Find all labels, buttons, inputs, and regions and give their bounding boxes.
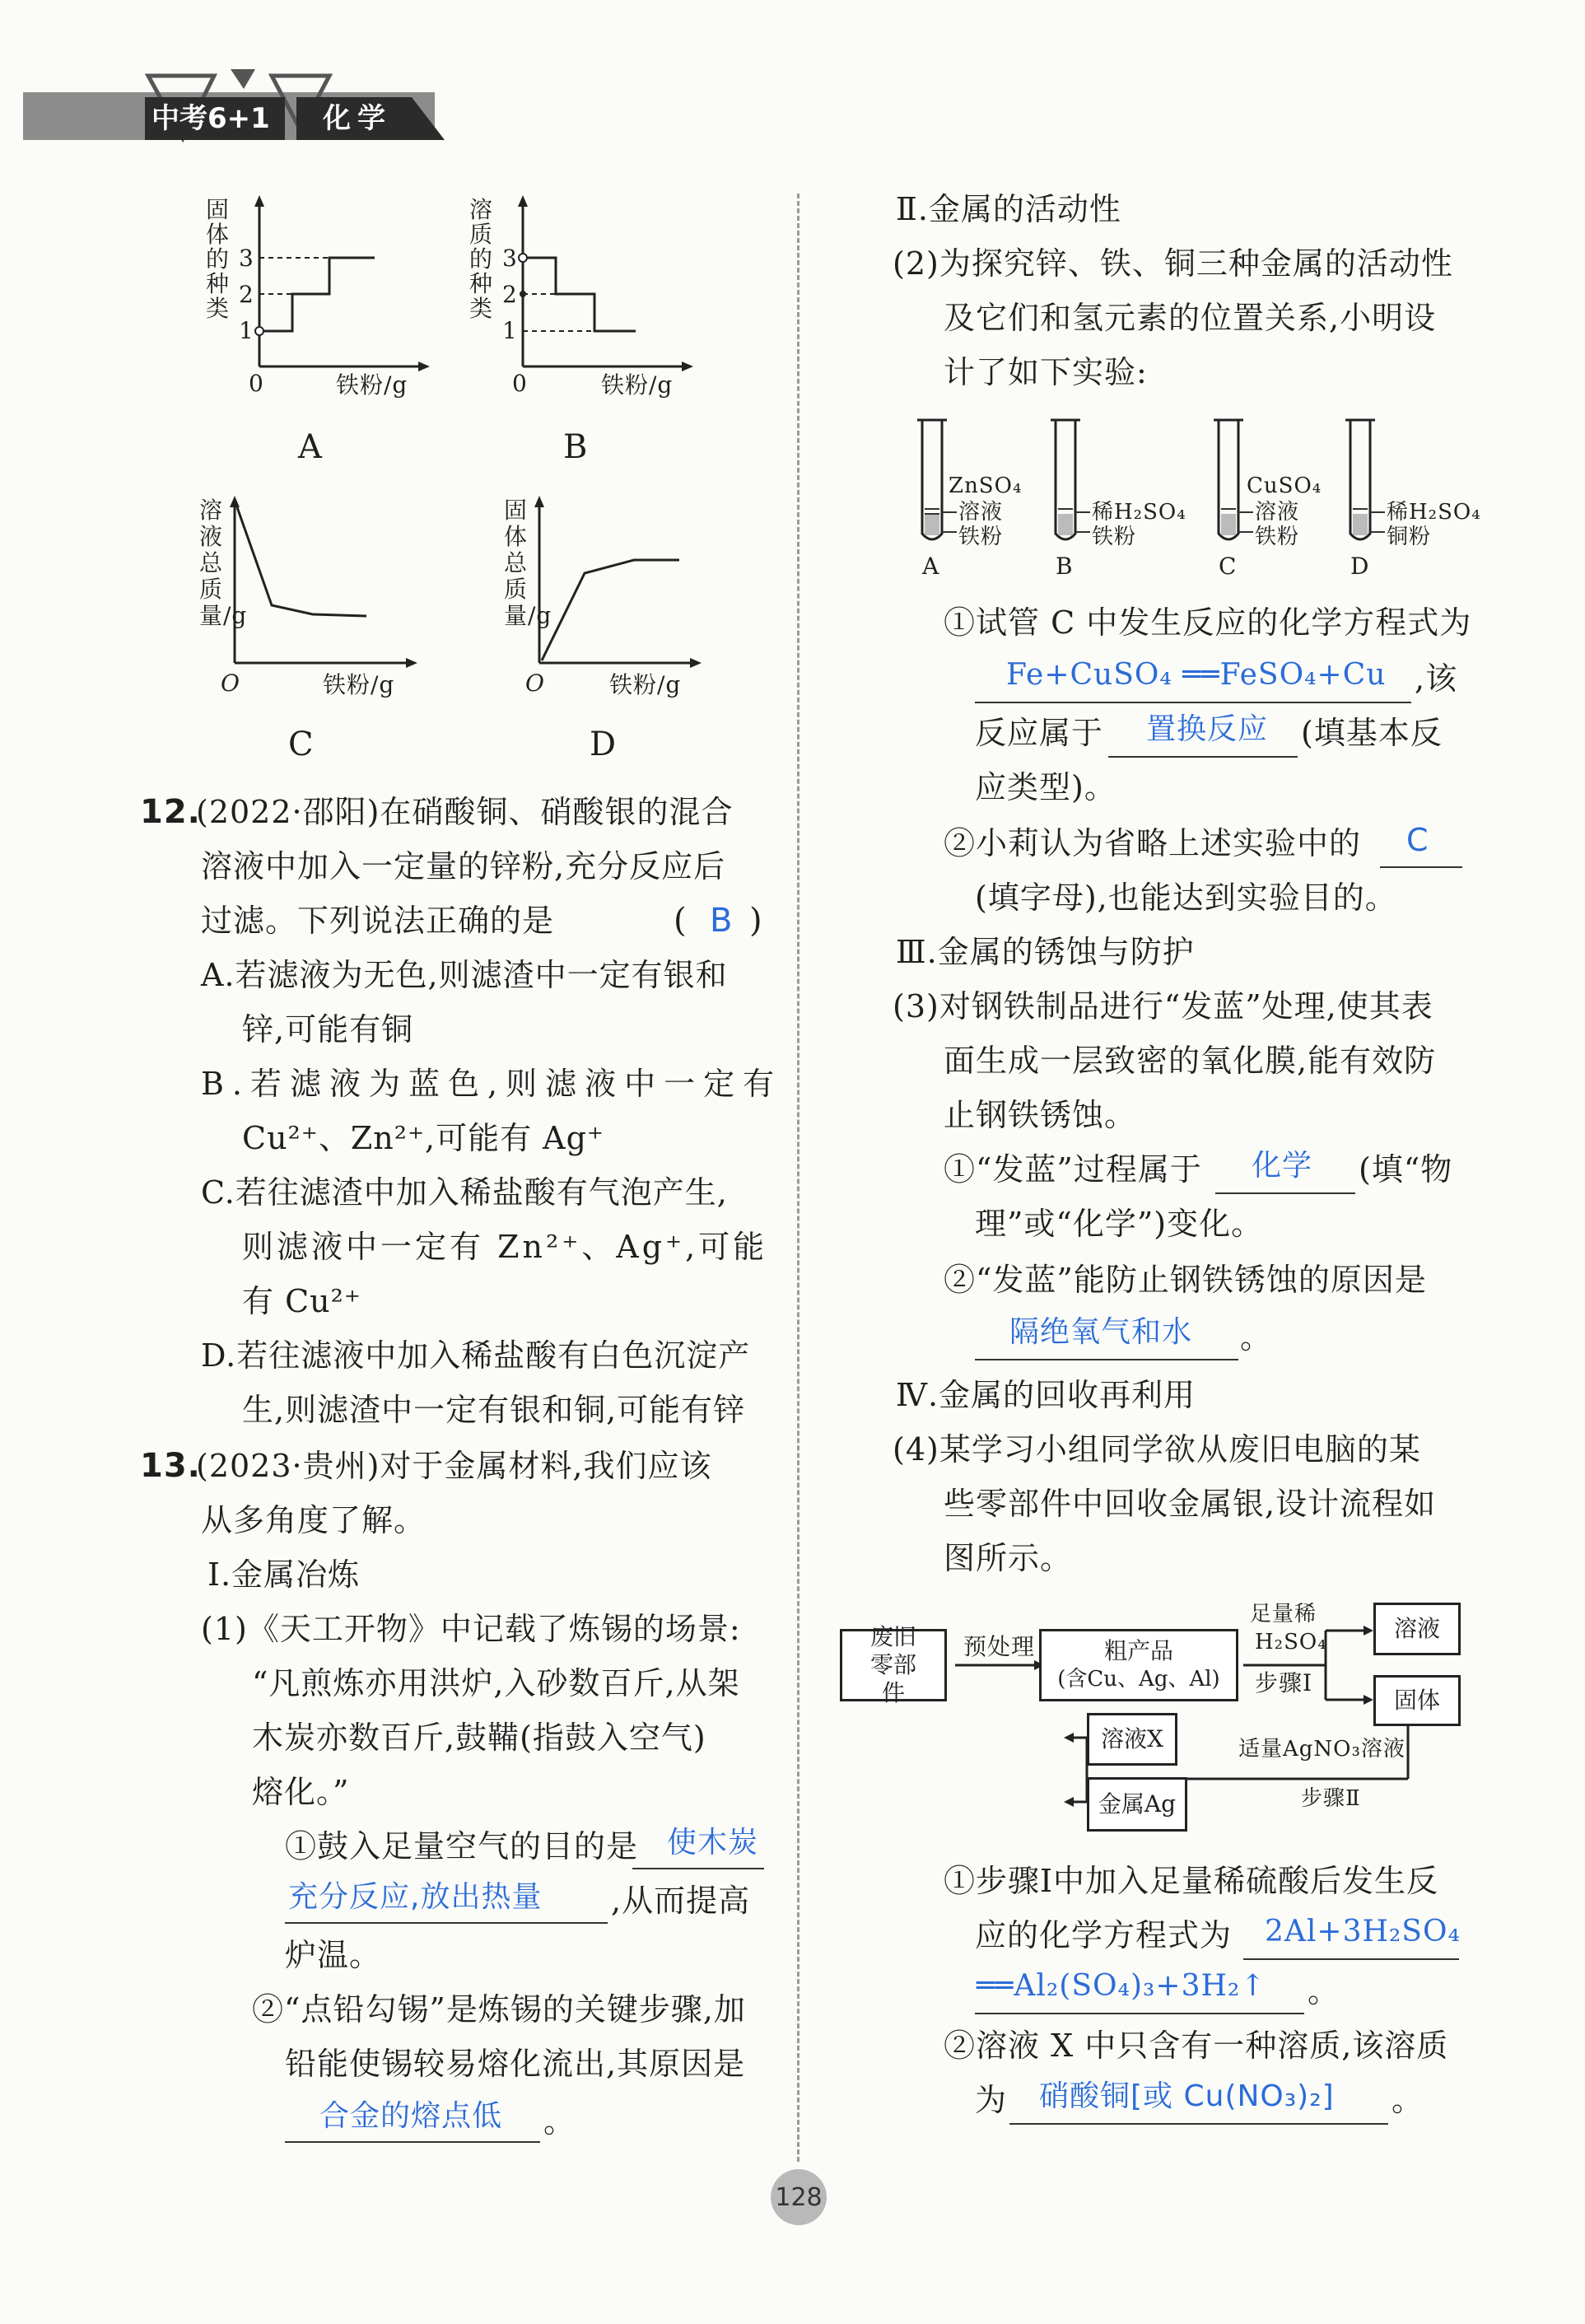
graph-a-origin: 0 bbox=[249, 370, 264, 397]
graph-a-tick-2: 2 bbox=[239, 281, 254, 308]
q12-paren-open: ( bbox=[674, 902, 688, 940]
q12-option-b-1: B.若滤液为蓝色,则滤液中一定有 bbox=[201, 1066, 783, 1102]
flow-silver-box bbox=[1087, 1777, 1187, 1832]
q13-s1-blank-2[interactable] bbox=[285, 1922, 608, 1924]
q13-e1-question2: 反应属于 bbox=[975, 715, 1104, 751]
flow-silver-text: 金属Ag bbox=[1098, 1790, 1177, 1818]
q13-s1-blank-1[interactable] bbox=[632, 1868, 764, 1869]
flow-solution-x-text: 溶液X bbox=[1101, 1725, 1163, 1752]
q13-p3-line3: 止钢铁锈蚀。 bbox=[944, 1097, 1137, 1133]
graph-a-caption: A bbox=[298, 428, 323, 466]
q13-p1-line1: (1)《天工开物》中记载了炼锡的场景: bbox=[201, 1611, 741, 1647]
q12-option-c-1: C.若往滤渣中加入稀盐酸有气泡产生, bbox=[201, 1174, 728, 1211]
q13-f1-end: 理”或“化学”)变化。 bbox=[975, 1206, 1264, 1242]
tube-b-line2: 稀H₂SO₄ bbox=[1092, 500, 1186, 525]
q12-line1: (2022·邵阳)在硝酸铜、硝酸银的混合 bbox=[196, 794, 734, 830]
q12-paren-close: ) bbox=[749, 902, 763, 940]
header-brand: 中考6+1 bbox=[152, 102, 270, 135]
q13-e1-answer: Fe+CuSO₄ ══FeSO₄+Cu bbox=[1006, 658, 1387, 692]
flow-crude-content: (含Cu、Ag、Al) bbox=[1057, 1667, 1220, 1692]
q13-p4-line2: 些零部件中回收金属银,设计流程如 bbox=[944, 1486, 1437, 1522]
q13-p1-line4: 熔化。” bbox=[252, 1774, 350, 1810]
q12-number: 12. bbox=[140, 793, 201, 831]
flow-solution-text: 溶液 bbox=[1393, 1615, 1440, 1642]
graph-d-caption: D bbox=[590, 726, 618, 763]
q12-option-a-1: A.若滤液为无色,则滤渣中一定有银和 bbox=[201, 957, 728, 993]
tube-a-label: A bbox=[922, 553, 940, 580]
q13-e1-end: 应类型)。 bbox=[975, 769, 1116, 805]
q13-g1-question: ①步骤Ⅰ中加入足量稀硫酸后发生反 bbox=[944, 1863, 1439, 1899]
flow-step1-label: 步骤Ⅰ bbox=[1255, 1669, 1313, 1696]
q13-e1-question: ①试管 C 中发生反应的化学方程式为 bbox=[944, 604, 1472, 641]
graph-c-origin: O bbox=[221, 670, 240, 697]
q13-f1-tail: (填“物 bbox=[1359, 1151, 1453, 1188]
flow-agno3-label: 适量AgNO₃溶液 bbox=[1238, 1737, 1406, 1762]
page-number: 128 bbox=[775, 2182, 823, 2212]
q13-p2-line1: (2)为探究锌、铁、铜三种金属的活动性 bbox=[893, 245, 1453, 282]
graph-a-xlabel: 铁粉/g bbox=[336, 371, 408, 399]
q13-f2-question: ②“发蓝”能防止钢铁锈蚀的原因是 bbox=[944, 1262, 1427, 1298]
tube-c-line3: 铁粉 bbox=[1255, 525, 1300, 549]
graph-b-tick-3: 3 bbox=[502, 245, 518, 272]
q13-g1-question2: 应的化学方程式为 bbox=[975, 1917, 1233, 1953]
q13-s1-end: 炉温。 bbox=[285, 1937, 382, 1973]
graph-b-ylabel: 溶质的种类 bbox=[469, 196, 494, 322]
q13-line1: (2023·贵州)对于金属材料,我们应该 bbox=[196, 1448, 712, 1484]
q13-g2-answer: 硝酸铜[或 Cu(NO₃)₂] bbox=[1039, 2079, 1335, 2113]
q13-f1-answer: 化学 bbox=[1252, 1149, 1313, 1183]
q13-e1-answer2: 置换反应 bbox=[1146, 712, 1269, 746]
q13-g2-question2: 为 bbox=[975, 2082, 1008, 2118]
q13-s2-answer: 合金的熔点低 bbox=[319, 2099, 503, 2133]
graph-c-ylabel: 溶液总质量/g bbox=[199, 497, 248, 629]
q13-s2-blank[interactable] bbox=[285, 2141, 540, 2143]
flow-acid-line2: H₂SO₄ bbox=[1255, 1630, 1327, 1654]
tube-b-drawing bbox=[1051, 420, 1090, 539]
q13-p4-line1: (4)某学习小组同学欲从废旧电脑的某 bbox=[893, 1431, 1421, 1468]
flow-waste-text: 废旧零部件 bbox=[869, 1623, 916, 1706]
q13-e2-question: ②小莉认为省略上述实验中的 bbox=[944, 825, 1362, 861]
q13-g1-blank1[interactable] bbox=[1243, 1958, 1459, 1960]
page-number-badge bbox=[771, 2169, 827, 2225]
graph-c-caption: C bbox=[288, 726, 315, 763]
flow-crude-title: 粗产品 bbox=[1103, 1637, 1173, 1664]
graph-b-xlabel: 铁粉/g bbox=[601, 371, 674, 399]
graph-b-tick-2: 2 bbox=[502, 281, 518, 308]
q13-s2-end: 。 bbox=[543, 2103, 576, 2140]
tube-c-label: C bbox=[1219, 553, 1238, 580]
q13-f2-blank[interactable] bbox=[975, 1359, 1238, 1360]
q13-e1-tail: ,该 bbox=[1415, 660, 1458, 697]
flow-step2-label: 步骤Ⅱ bbox=[1301, 1786, 1361, 1811]
graph-a-tick-1: 1 bbox=[239, 317, 254, 344]
header-subject: 化学 bbox=[323, 102, 392, 135]
flow-solution-x-box bbox=[1087, 1713, 1177, 1766]
q13-section-1: Ⅰ.金属冶炼 bbox=[207, 1556, 361, 1593]
q13-number: 13. bbox=[140, 1447, 201, 1485]
q13-s2-line2: 铅能使锡较易熔化流出,其原因是 bbox=[285, 2046, 746, 2082]
graph-d-xlabel: 铁粉/g bbox=[609, 671, 682, 698]
q13-e1-blank[interactable] bbox=[975, 702, 1411, 703]
q13-s1-tail: ,从而提高 bbox=[611, 1883, 751, 1919]
flow-solid-text: 固体 bbox=[1393, 1687, 1440, 1714]
q13-g1-blank2[interactable] bbox=[975, 2013, 1304, 2014]
q13-e1-tail2: (填基本反 bbox=[1301, 715, 1443, 751]
column-divider bbox=[797, 194, 799, 2162]
q13-p1-line2: “凡煎炼亦用洪炉,入砂数百斤,从架 bbox=[252, 1665, 740, 1701]
flow-crude-box bbox=[1039, 1629, 1238, 1701]
graph-a-tick-3: 3 bbox=[239, 245, 254, 272]
q12-option-c-2: 则滤液中一定有 Zn²⁺、Ag⁺,可能 bbox=[242, 1229, 768, 1265]
q13-section-2: Ⅱ.金属的活动性 bbox=[896, 191, 1121, 227]
tube-a-line2: 溶液 bbox=[958, 500, 1004, 525]
q12-option-b-2: Cu²⁺、Zn²⁺,可能有 Ag⁺ bbox=[242, 1120, 604, 1156]
q13-f1-question: ①“发蓝”过程属于 bbox=[944, 1151, 1202, 1188]
tube-d-line3: 铜粉 bbox=[1387, 525, 1432, 549]
q13-g1-answer1: 2Al+3H₂SO₄ bbox=[1265, 1915, 1461, 1948]
flow-acid-line1: 足量稀 bbox=[1250, 1602, 1317, 1626]
q13-s1-answer-1: 使木炭 bbox=[667, 1826, 759, 1860]
tube-c-line1: CuSO₄ bbox=[1247, 474, 1322, 498]
q13-p2-line2: 及它们和氢元素的位置关系,小明设 bbox=[944, 300, 1437, 336]
q13-s1-question: ①鼓入足量空气的目的是 bbox=[285, 1828, 639, 1864]
q13-p4-line3: 图所示。 bbox=[944, 1540, 1073, 1576]
q12-option-a-2: 锌,可能有铜 bbox=[242, 1011, 414, 1048]
q13-f2-answer: 隔绝氧气和水 bbox=[1009, 1315, 1193, 1349]
q13-s2-line1: ②“点铅勾锡”是炼锡的关键步骤,加 bbox=[252, 1991, 746, 2028]
q13-e1-blank2[interactable] bbox=[1108, 756, 1298, 758]
graph-c-xlabel: 铁粉/g bbox=[323, 671, 395, 698]
tube-d-label: D bbox=[1350, 553, 1370, 580]
tube-b-label: B bbox=[1056, 553, 1074, 580]
q13-p3-line1: (3)对钢铁制品进行“发蓝”处理,使其表 bbox=[893, 988, 1433, 1024]
q13-e2-answer: C bbox=[1406, 822, 1429, 858]
q13-e2-blank[interactable] bbox=[1380, 866, 1462, 868]
q12-line3: 过滤。下列说法正确的是 bbox=[201, 903, 555, 939]
q12-option-c-3: 有 Cu²⁺ bbox=[242, 1283, 361, 1319]
tube-d-drawing bbox=[1345, 420, 1385, 539]
q13-section-4: Ⅳ.金属的回收再利用 bbox=[896, 1377, 1196, 1413]
q12-option-d-1: D.若往滤液中加入稀盐酸有白色沉淀产 bbox=[201, 1337, 751, 1374]
tube-c-line2: 溶液 bbox=[1255, 500, 1300, 525]
q13-p2-line3: 计了如下实验: bbox=[944, 354, 1148, 390]
q13-s1-answer-2: 充分反应,放出热量 bbox=[288, 1880, 543, 1914]
graph-d-ylabel: 固体总质量/g bbox=[504, 497, 552, 629]
q13-g2-question: ②溶液 X 中只含有一种溶质,该溶质 bbox=[944, 2028, 1449, 2064]
graph-b-caption: B bbox=[563, 428, 589, 466]
tube-b-line3: 铁粉 bbox=[1092, 525, 1137, 549]
q13-g2-end: 。 bbox=[1392, 2082, 1424, 2118]
graph-b-origin: 0 bbox=[512, 370, 528, 397]
tube-a-line3: 铁粉 bbox=[958, 525, 1004, 549]
q13-line2: 从多角度了解。 bbox=[201, 1502, 427, 1538]
q12-answer: B bbox=[710, 902, 734, 940]
q13-f1-blank[interactable] bbox=[1215, 1192, 1355, 1194]
q13-e2-end: (填字母),也能达到实验目的。 bbox=[975, 880, 1397, 916]
flow-solution-box bbox=[1373, 1603, 1461, 1655]
q13-g1-end: 。 bbox=[1308, 1973, 1340, 2009]
flow-solid-box bbox=[1373, 1675, 1461, 1726]
tube-a-line1: ZnSO₄ bbox=[949, 474, 1023, 498]
flow-waste-box bbox=[840, 1623, 947, 1706]
graph-b-tick-1: 1 bbox=[502, 317, 518, 344]
graph-c bbox=[189, 494, 436, 692]
q13-section-3: Ⅲ.金属的锈蚀与防护 bbox=[896, 934, 1195, 970]
q12-line2: 溶液中加入一定量的锌粉,充分反应后 bbox=[201, 848, 726, 884]
graph-d-origin: O bbox=[525, 670, 545, 697]
flow-pretreat-label: 预处理 bbox=[963, 1633, 1036, 1660]
q13-f2-end: 。 bbox=[1240, 1319, 1273, 1356]
q13-g1-answer2: ══Al₂(SO₄)₃+3H₂↑ bbox=[977, 1969, 1266, 2003]
graph-a-ylabel: 固体的种类 bbox=[206, 196, 231, 322]
q13-p3-line2: 面生成一层致密的氧化膜,能有效防 bbox=[944, 1043, 1437, 1079]
q12-option-d-2: 生,则滤渣中一定有银和铜,可能有锌 bbox=[242, 1392, 746, 1428]
q13-g2-blank[interactable] bbox=[1009, 2123, 1388, 2125]
q13-p1-line3: 木炭亦数百斤,鼓鞴(指鼓入空气) bbox=[252, 1720, 706, 1756]
tube-d-line2: 稀H₂SO₄ bbox=[1387, 500, 1481, 525]
